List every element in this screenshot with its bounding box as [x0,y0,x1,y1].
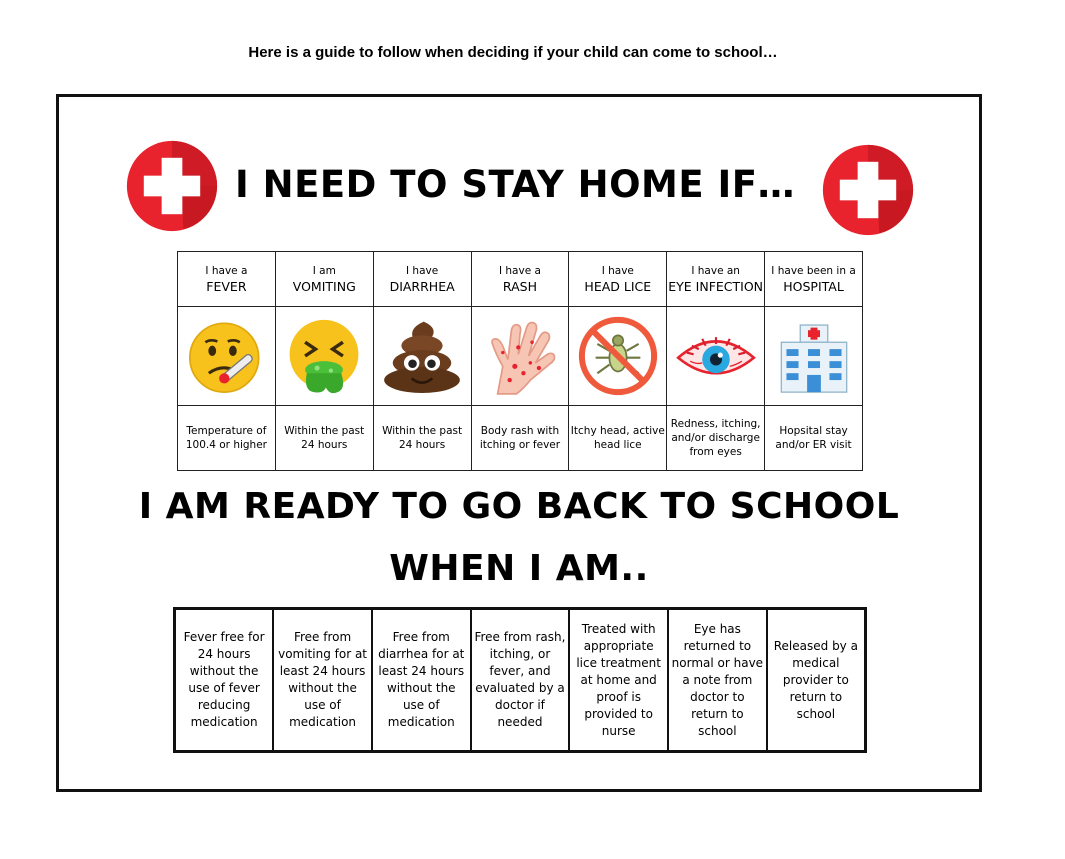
symptom-header-vomiting: I am VOMITING [275,252,373,307]
poop-icon [379,313,465,399]
symptom-header-eye-infection: I have an EYE INFECTION [667,252,765,307]
symptoms-table [177,251,863,471]
medical-cross-icon [125,139,219,233]
symptom-header-rash: I have a RASH [471,252,569,307]
return-criteria-head-lice: Treated with appropriate lice treatment at home and proof is provided to nurse [569,609,668,752]
fever-face-icon [183,313,269,399]
return-criteria-vomiting: Free from vomiting for at least 24 hours without the use of medication [273,609,372,752]
return-criteria-hospital: Released by a medical provider to return to school [767,609,866,752]
medical-cross-icon [821,143,915,237]
rash-hand-icon [477,313,563,399]
symptom-detail-fever: Temperature of 100.4 or higher [178,406,276,471]
return-criteria-row [175,609,866,752]
symptom-detail-vomiting: Within the past 24 hours [275,406,373,471]
ready-heading-line2: WHEN I AM.. [389,548,649,589]
symptom-detail-eye-infection: Redness, itching, and/or discharge from eyes [667,406,765,471]
return-criteria-diarrhea: Free from diarrhea for at least 24 hours without the use of medication [372,609,471,752]
return-criteria-table [173,607,867,753]
return-criteria-eye: Eye has returned to normal or have a note from doctor to return to school [668,609,767,752]
ready-heading-line1: I AM READY TO GO BACK TO SCHOOL [138,486,900,527]
vomiting-face-icon [281,313,367,399]
symptoms-header-row [178,252,863,307]
intro-text: Here is a guide to follow when deciding if your child can come to school… [248,44,778,61]
no-lice-icon [575,313,661,399]
stay-home-heading: I NEED TO STAY HOME IF… [235,163,796,206]
school-guide-poster [56,94,982,792]
return-criteria-rash: Free from rash, itching, or fever, and evaluated by a doctor if needed [471,609,570,752]
symptom-header-head-lice: I have HEAD LICE [569,252,667,307]
symptom-header-fever: I have a FEVER [178,252,276,307]
symptom-detail-diarrhea: Within the past 24 hours [373,406,471,471]
symptom-header-diarrhea: I have DIARRHEA [373,252,471,307]
symptoms-icon-row [178,307,863,406]
symptom-header-hospital: I have been in a HOSPITAL [765,252,863,307]
return-criteria-fever: Fever free for 24 hours without the use of fever reducing medication [175,609,274,752]
symptom-detail-hospital: Hopsital stay and/or ER visit [765,406,863,471]
symptoms-detail-row [178,406,863,471]
symptom-detail-rash: Body rash with itching or fever [471,406,569,471]
symptom-detail-head-lice: Itchy head, active head lice [569,406,667,471]
ready-heading [59,485,979,591]
hospital-icon [771,313,857,399]
red-eye-icon [673,313,759,399]
